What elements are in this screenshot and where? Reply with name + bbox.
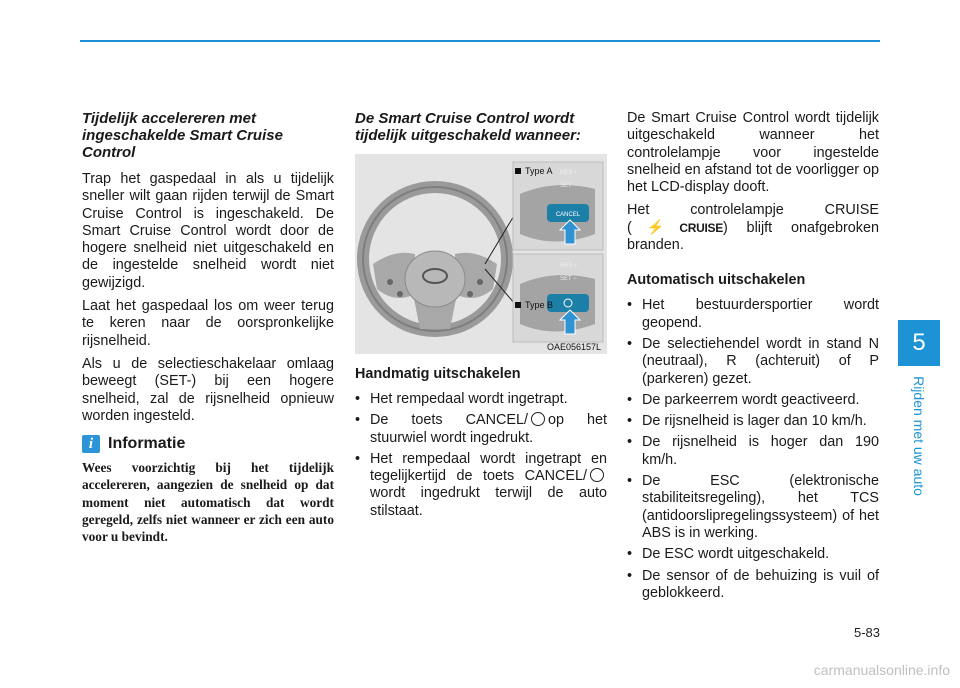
res-plus-label: RES + <box>560 263 578 269</box>
cancel-symbol-icon <box>531 412 545 426</box>
paragraph: De Smart Cruise Control wordt tijdelijk uitgeschakeld wanneer het controlelampje voor ingestelde snelheid en afstand tot de voorligger op het LCD-display dooft. <box>627 110 880 196</box>
paragraph: Het controlelampje CRUISE (⚡CRUISE) blijft onafgebroken branden. <box>627 202 879 254</box>
chapter-title: Rijden met uw auto <box>911 375 927 496</box>
list-item: • Het bestuurdersportier wordt geopend. <box>627 297 879 332</box>
list-item: • Het rempedaal wordt ingetrapt. <box>355 391 607 408</box>
header-rule <box>80 40 880 42</box>
type-a-label: Type A <box>525 166 553 176</box>
cruise-indicator-label: CRUISE <box>679 220 723 235</box>
chapter-number-tab: 5 <box>898 320 940 366</box>
steering-wheel-figure <box>355 154 607 354</box>
figure-code: OAE056157L <box>546 342 601 352</box>
watermark: carmanualsonline.info <box>813 662 950 678</box>
cruise-indicator-icon: ⚡ <box>631 219 680 236</box>
cancel-label: CANCEL <box>555 212 581 218</box>
section-heading-temporary-disable: De Smart Cruise Control wordt tijdelijk uitgeschakeld wanneer: <box>355 110 581 144</box>
list-item: • De selectiehendel wordt in stand N (neutraal), R (achteruit) of P (parkeren) gezet. <box>627 336 879 388</box>
paragraph: Als u de selectieschakelaar omlaag beweegt (SET-) bij een hogere snelheid, zal de rijsnelheid opnieuw worden ingesteld. <box>82 355 334 424</box>
list-item: • De rijsnelheid is lager dan 10 km/h. <box>627 413 879 430</box>
section-heading-temporary-acceleration: Tijdelijk accelereren met ingeschakelde Smart Cruise Control <box>82 110 283 161</box>
list-item: • De sensor of de behuizing is vuil of geblokkeerd. <box>627 568 879 603</box>
cancel-button-highlight-icon <box>547 294 589 312</box>
manual-disable-heading: Handmatig uitschakelen <box>355 366 521 382</box>
type-b-label: Type B <box>525 300 554 310</box>
set-minus-label: SET − <box>560 276 577 282</box>
list-item: • De parkeerrem wordt geactiveerd. <box>627 392 879 409</box>
info-title: Informatie <box>108 435 186 453</box>
manual-disable-list <box>355 391 607 520</box>
paragraph: Laat het gaspedaal los om weer terug te keren naar de oorspronkelijke rijsnelheid. <box>82 298 334 349</box>
column-2 <box>355 110 607 524</box>
column-3 <box>627 110 879 606</box>
list-item: • Het rempedaal wordt ingetrapt en tegelijkertijd de toets CANCEL/wordt ingedrukt terwijl de auto stilstaat. <box>355 451 607 520</box>
set-minus-label: SET − <box>560 183 577 189</box>
res-plus-label: RES + <box>560 170 578 176</box>
auto-disable-heading: Automatisch uitschakelen <box>627 272 806 289</box>
info-box-header <box>82 435 334 453</box>
list-item: • De rijsnelheid is hoger dan 190 km/h. <box>627 434 879 469</box>
paragraph: Trap het gaspedaal in als u tijdelijk sneller wilt gaan rijden terwijl de Smart Cruise Control is ingeschakeld. De Smart Cruise Control wordt door de hogere snelheid niet uitgeschakeld en de ingestelde snelheid wordt niet gewijzigd. <box>82 171 334 291</box>
info-text: Wees voorzichtig bij het tijdelijk accelereren, aangezien de snelheid op dat moment niet automatisch dat wordt geregeld, zelfs niet wanneer er zich een auto voor u bevindt. <box>82 460 334 544</box>
cancel-symbol-icon <box>590 468 604 482</box>
list-item: • De ESC (elektronische stabiliteitsregeling), het TCS (antidoorslipregelingssysteem) of het ABS is in werking. <box>627 473 879 542</box>
column-1 <box>82 110 334 545</box>
page-number: 5-83 <box>853 625 880 640</box>
list-item: • De ESC wordt uitgeschakeld. <box>627 546 879 563</box>
info-icon: i <box>82 435 100 453</box>
steering-wheel-illustration <box>355 154 607 354</box>
auto-disable-list <box>627 297 879 602</box>
list-item: • De toets CANCEL/ op het stuurwiel wordt ingedrukt. <box>355 412 607 447</box>
